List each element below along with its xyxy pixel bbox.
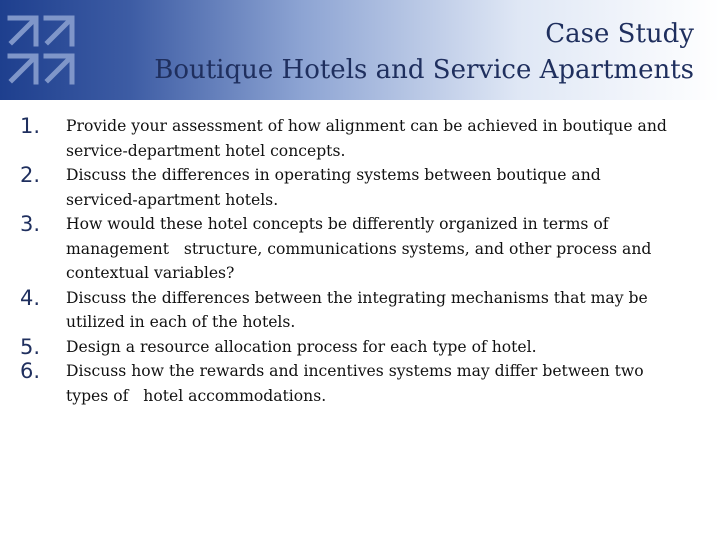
list-item [20, 163, 712, 212]
list-item [20, 335, 712, 360]
item-line: management structure, communications systems, and other process and [66, 239, 652, 258]
list-item [20, 212, 712, 286]
item-line: types of hotel accommodations. [66, 386, 327, 405]
item-number: 3. [20, 212, 41, 236]
list-item [20, 114, 712, 163]
item-text [66, 114, 667, 163]
item-line: service-department hotel concepts. [66, 141, 346, 160]
page-title [154, 16, 694, 88]
item-line: Provide your assessment of how alignment can be achieved in boutique and [66, 117, 667, 135]
arrow-grid-logo-icon [2, 4, 102, 94]
item-text [66, 359, 644, 408]
item-line: serviced-apartment hotels. [66, 190, 279, 209]
title-line-2: Boutique Hotels and Service Apartments [154, 55, 694, 85]
item-number: 6. [20, 359, 41, 383]
item-number: 5. [20, 334, 41, 359]
title-line-1: Case Study [545, 19, 694, 49]
list-item [20, 359, 712, 408]
item-number: 1. [20, 114, 41, 138]
item-number: 4. [20, 285, 41, 310]
item-line: Design a resource allocation process for each type of hotel. [66, 337, 537, 356]
item-text [66, 335, 537, 360]
item-line: contextual variables? [66, 264, 235, 282]
item-line: Discuss the differences in operating systems between boutique and [66, 166, 601, 184]
item-text [66, 163, 601, 212]
item-line: Discuss the differences between the integrating mechanisms that may be [66, 288, 648, 307]
item-number: 2. [20, 163, 41, 187]
item-line: utilized in each of the hotels. [66, 313, 296, 331]
item-text [66, 286, 648, 335]
item-text [66, 212, 651, 286]
question-list [20, 114, 712, 408]
item-line: Discuss how the rewards and incentives systems may differ between two [66, 362, 644, 380]
list-item [20, 286, 712, 335]
header-band [0, 0, 720, 100]
item-line: How would these hotel concepts be differently organized in terms of [66, 215, 609, 233]
